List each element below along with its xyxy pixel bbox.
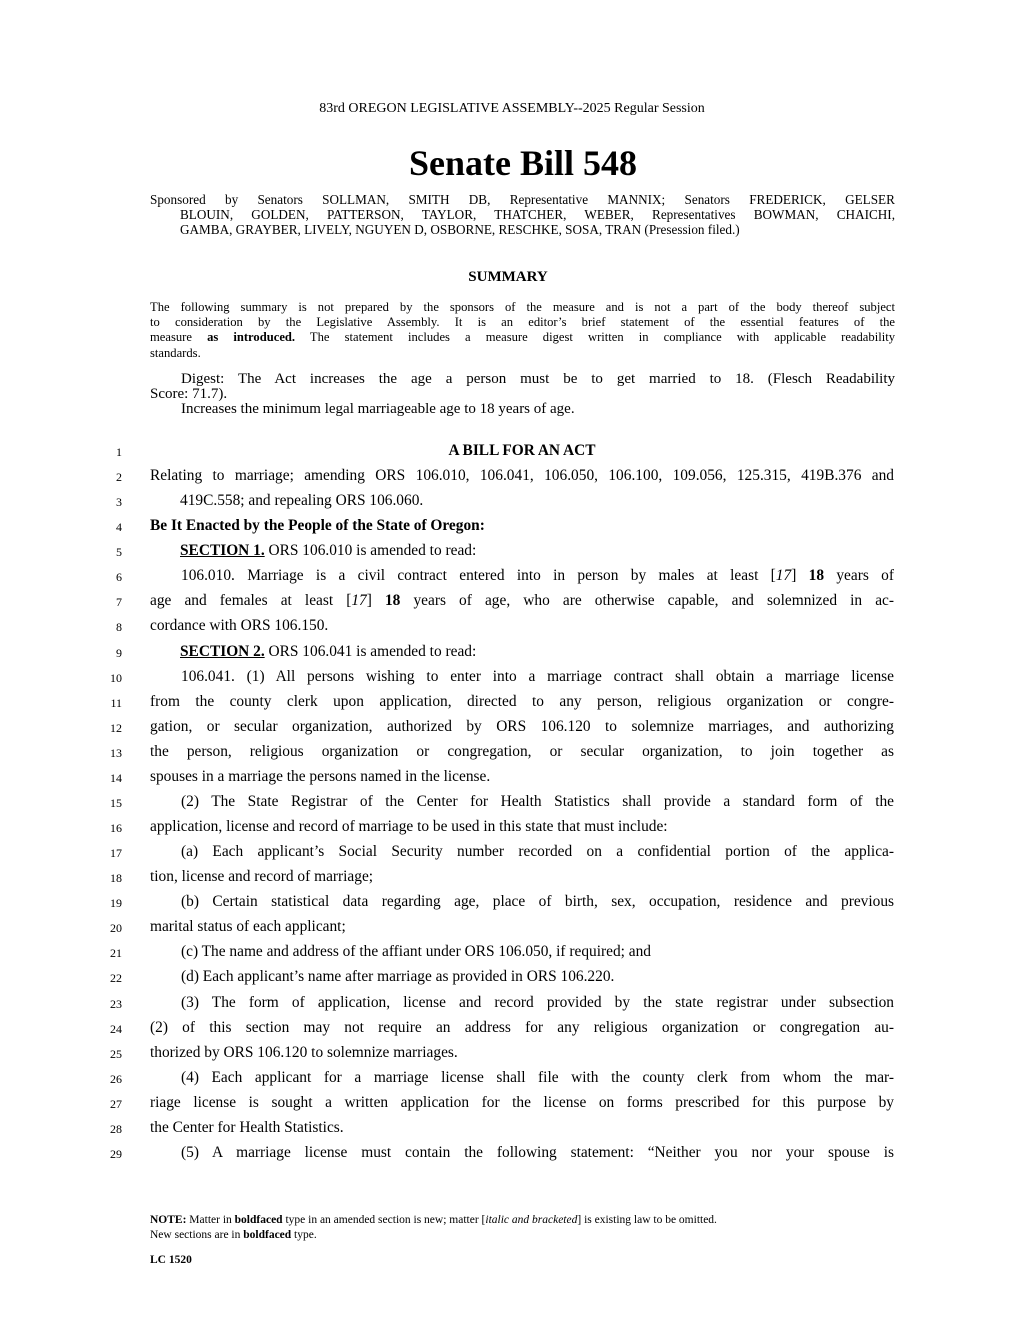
bill-line: [0, 567, 1024, 592]
summary-text: [150, 300, 895, 361]
line-number: 18: [110, 871, 122, 886]
line-text: 419C.558; and repealing ORS 106.060.: [180, 492, 424, 510]
line-number: 27: [110, 1096, 122, 1111]
bill-line: [0, 968, 1024, 993]
line-text-part: ]: [791, 567, 809, 585]
line-text: (a) Each applicant’s Social Security number recorded on a confidential portion of the applica-: [181, 843, 894, 861]
section-heading: SECTION 1.: [180, 542, 265, 560]
line-number: 13: [110, 745, 122, 760]
line-text: thorized by ORS 106.120 to solemnize marriages.: [150, 1043, 458, 1061]
line-number: 28: [110, 1121, 122, 1136]
note-text-4: New sections are in: [150, 1229, 244, 1241]
line-text: marital status of each applicant;: [150, 918, 346, 936]
line-number: 23: [110, 996, 122, 1011]
summary-line-1: The following summary is not prepared by the sponsors of the measure and is not a part of the body thereof subject: [150, 300, 895, 314]
line-number: 11: [110, 695, 122, 710]
sponsors-block: [150, 192, 895, 237]
sponsor-word: by: [224, 192, 239, 207]
line-text-part: 106.010. Marriage is a civil contract entered into in person by males at least [: [181, 567, 776, 585]
summary-line-2: to consideration by the Legislative Assembly. It is an editor’s brief statement of the essential features of the: [150, 315, 895, 330]
line-text: (2) of this section may not require an address for any religious organization or congregation au-: [150, 1018, 894, 1036]
bill-line: [0, 994, 1024, 1019]
digest-block: [150, 372, 895, 417]
bill-line: [0, 592, 1024, 617]
sponsors-line-2: BLOUIN, GOLDEN, PATTERSON, TAYLOR, THATCHER, WEBER, Representatives BOWMAN, CHAICHI,: [180, 207, 895, 222]
sponsor-word: MANNIX;: [607, 192, 666, 207]
line-text: from the county clerk upon application, directed to any person, religious organization or congre-: [150, 692, 894, 710]
line-number: 9: [116, 645, 122, 660]
digest-line-3: Increases the minimum legal marriageable age to 18 years of age.: [181, 401, 575, 417]
line-text: the person, religious organization or congregation, or secular organization, to join together as: [150, 742, 894, 760]
line-text-part: ORS 106.041 is amended to read:: [264, 642, 477, 660]
deleted-text: 17: [351, 592, 367, 610]
line-text-part: ORS 106.010 is amended to read:: [264, 542, 477, 560]
sponsor-word: Senators: [684, 192, 730, 207]
session-header: 83rd OREGON LEGISLATIVE ASSEMBLY--2025 Regular Session: [319, 101, 705, 116]
bill-line: [0, 668, 1024, 693]
bill-line: [0, 617, 1024, 642]
line-text: gation, or secular organization, authorized by ORS 106.120 to solemnize marriages, and authorizing: [150, 717, 894, 735]
line-number: 3: [116, 495, 122, 510]
bill-line: [0, 893, 1024, 918]
sponsor-word: Representative: [509, 192, 589, 207]
line-text: cordance with ORS 106.150.: [150, 617, 329, 635]
line-number: 2: [116, 470, 122, 485]
new-text: 18: [384, 592, 401, 610]
line-number: 6: [116, 570, 122, 585]
line-text: (b) Certain statistical data regarding age, place of birth, sex, occupation, residence and previous: [181, 893, 894, 911]
summary-line-3-post: The statement includes a measure digest written in compliance with applicable readability: [295, 330, 895, 345]
sponsor-word: Sponsored: [150, 192, 206, 207]
sponsor-word: SMITH: [408, 192, 450, 207]
bill-line: [0, 1044, 1024, 1069]
bill-line: [0, 743, 1024, 768]
line-text: (c) The name and address of the affiant under ORS 106.050, if required; and: [181, 943, 651, 961]
line-text: [150, 567, 894, 585]
line-number: 5: [116, 545, 122, 560]
new-text: 18: [808, 567, 825, 585]
line-number: 4: [116, 520, 122, 535]
summary-line-3-pre: measure: [150, 330, 208, 345]
line-number: 15: [110, 795, 122, 810]
summary-heading: SUMMARY: [468, 269, 548, 285]
note-text-1: Matter in: [186, 1214, 235, 1226]
note-label: NOTE:: [150, 1214, 187, 1226]
bill-line: [0, 943, 1024, 968]
line-text: (2) The State Registrar of the Center for Health Statistics shall provide a standard form of the: [181, 792, 894, 810]
summary-line-3: [150, 330, 895, 345]
bill-line: [0, 1119, 1024, 1144]
line-number: 24: [110, 1021, 122, 1036]
digest-line-1: Digest: The Act increases the age a person must be to get married to 18. (Flesch Readability: [181, 371, 895, 387]
line-text: [150, 592, 894, 610]
line-text-part: years of: [824, 567, 894, 585]
line-number: 25: [110, 1046, 122, 1061]
line-number: 16: [110, 821, 122, 836]
bill-line: [0, 1019, 1024, 1044]
summary-line-4: standards.: [150, 345, 201, 360]
sponsors-line-1: [150, 192, 895, 207]
bill-line: [0, 442, 1024, 467]
line-number: 7: [116, 595, 122, 610]
line-text: riage license is sought a written application for the license on forms prescribed for this purpose by: [150, 1093, 894, 1111]
line-text: spouses in a marriage the persons named in the license.: [150, 767, 491, 785]
note-text-3: ] is existing law to be omitted.: [577, 1214, 717, 1226]
note-bold-1: boldfaced: [234, 1214, 283, 1226]
bill-line: [0, 492, 1024, 517]
note-text-5: type.: [291, 1229, 317, 1241]
bill-line: [0, 517, 1024, 542]
line-text: (d) Each applicant’s name after marriage as provided in ORS 106.220.: [181, 968, 615, 986]
note-text-2: type in an amended section is new; matter [: [282, 1214, 486, 1226]
line-number: 14: [110, 770, 122, 785]
sponsor-word: DB,: [468, 192, 491, 207]
bill-line: [0, 718, 1024, 743]
as-introduced: as introduced.: [207, 330, 296, 345]
line-number: 8: [116, 620, 122, 635]
bill-line: [0, 643, 1024, 668]
bill-line: [0, 843, 1024, 868]
bill-line: [0, 1144, 1024, 1169]
bill-line: [0, 818, 1024, 843]
sponsor-word: SOLLMAN,: [322, 192, 390, 207]
line-number: 17: [110, 846, 122, 861]
deleted-text: 17: [775, 567, 792, 585]
line-text-part: age and females at least [: [150, 592, 352, 610]
line-number: 22: [110, 971, 122, 986]
line-text: (3) The form of application, license and record provided by the state registrar under subsection: [181, 993, 894, 1011]
note-italic: italic and bracketed: [485, 1214, 578, 1226]
line-text: 106.041. (1) All persons wishing to enter into a marriage contract shall obtain a marriage license: [181, 667, 894, 685]
line-text: Be It Enacted by the People of the State of Oregon:: [150, 517, 485, 535]
line-text: Relating to marriage; amending ORS 106.010, 106.041, 106.050, 106.100, 109.056, 125.315, 419B.376 and: [150, 467, 894, 485]
sponsor-word: FREDERICK,: [749, 192, 826, 207]
line-text: the Center for Health Statistics.: [150, 1118, 344, 1136]
line-text-part: ]: [366, 592, 385, 610]
bill-line: [0, 1094, 1024, 1119]
bill-line: [0, 693, 1024, 718]
line-text: application, license and record of marriage to be used in this state that must include:: [150, 818, 668, 836]
digest-line-2: Score: 71.7).: [150, 386, 228, 402]
line-number: 21: [110, 946, 122, 961]
bill-line: [0, 467, 1024, 492]
note-footer: [150, 1213, 895, 1243]
line-text: tion, license and record of marriage;: [150, 868, 374, 886]
line-number: 10: [110, 670, 122, 685]
line-number: 20: [110, 921, 122, 936]
sponsor-word: GELSER: [845, 192, 895, 207]
line-number: 26: [110, 1071, 122, 1086]
note-bold-2: boldfaced: [243, 1229, 292, 1241]
line-text: [150, 542, 894, 560]
bill-line: [0, 768, 1024, 793]
line-text: A BILL FOR AN ACT: [448, 442, 596, 459]
bill-line: [0, 542, 1024, 567]
bill-title: Senate Bill 548: [408, 143, 637, 183]
line-text: (4) Each applicant for a marriage license shall file with the county clerk from whom the mar-: [181, 1068, 894, 1086]
bill-line: [0, 918, 1024, 943]
line-number: 19: [110, 896, 122, 911]
line-text-part: years of age, who are otherwise capable, and solemnized in ac-: [400, 592, 894, 610]
line-number: 1: [116, 445, 122, 459]
bill-line: [0, 1069, 1024, 1094]
bill-line: [0, 868, 1024, 893]
line-number: 29: [110, 1146, 122, 1161]
bill-line: [0, 793, 1024, 818]
line-text: [150, 643, 894, 661]
sponsor-word: Senators: [257, 192, 303, 207]
line-text: (5) A marriage license must contain the following statement: “Neither you nor your spouse is: [181, 1143, 894, 1161]
lc-number: LC 1520: [150, 1254, 192, 1266]
sponsors-line-3: GAMBA, GRAYBER, LIVELY, NGUYEN D, OSBORNE, RESCHKE, SOSA, TRAN (Presession filed.): [180, 222, 740, 237]
section-heading: SECTION 2.: [180, 642, 265, 660]
line-number: 12: [110, 720, 122, 735]
